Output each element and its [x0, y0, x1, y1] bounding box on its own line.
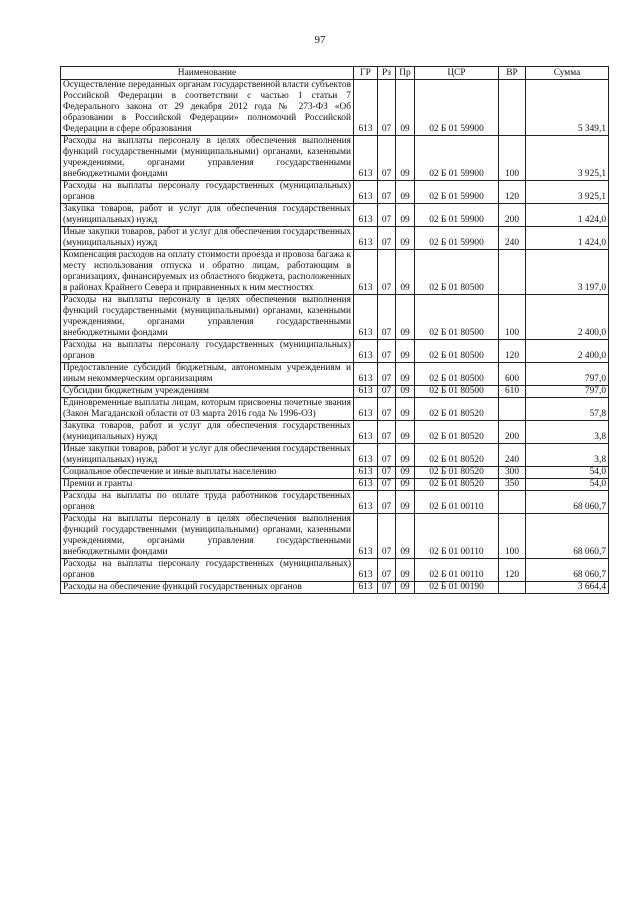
row-rz: 07 — [378, 227, 396, 250]
row-csr: 02 Б 01 80500 — [415, 386, 499, 398]
row-csr: 02 Б 01 59900 — [415, 227, 499, 250]
row-pr: 09 — [396, 363, 415, 386]
row-vr — [499, 250, 526, 295]
table-row — [61, 136, 609, 181]
table-row — [61, 479, 609, 491]
row-name: Социальное обеспечение и иные выплаты населению — [61, 467, 354, 479]
row-rz: 07 — [378, 491, 396, 514]
row-pr: 09 — [396, 559, 415, 582]
table-row — [61, 467, 609, 479]
row-pr: 09 — [396, 136, 415, 181]
table-row — [61, 491, 609, 514]
row-pr: 09 — [396, 80, 415, 136]
table-row — [61, 559, 609, 582]
row-name: Расходы на выплаты персоналу в целях обеспечения выполнения функций государственными (муниципальными) органами, казенными учреждениями, органами управления государственными внебюджетными фондами — [61, 514, 354, 559]
row-sum: 68 060,7 — [526, 491, 609, 514]
row-gr: 613 — [354, 204, 378, 227]
row-rz: 07 — [378, 421, 396, 444]
table-row — [61, 250, 609, 295]
row-csr: 02 Б 01 00110 — [415, 514, 499, 559]
row-sum: 3 925,1 — [526, 136, 609, 181]
row-csr: 02 Б 01 80520 — [415, 398, 499, 421]
row-name: Расходы на обеспечение функций государственных органов — [61, 582, 354, 594]
row-csr: 02 Б 01 80520 — [415, 467, 499, 479]
row-gr: 613 — [354, 467, 378, 479]
row-pr: 09 — [396, 444, 415, 467]
row-csr: 02 Б 01 00110 — [415, 559, 499, 582]
row-pr: 09 — [396, 467, 415, 479]
row-vr: 350 — [499, 479, 526, 491]
row-sum: 5 349,1 — [526, 80, 609, 136]
row-vr: 200 — [499, 204, 526, 227]
row-name: Премии и гранты — [61, 479, 354, 491]
table-header-row — [61, 67, 609, 80]
row-pr: 09 — [396, 227, 415, 250]
table-row — [61, 204, 609, 227]
row-sum: 54,0 — [526, 467, 609, 479]
table-row — [61, 421, 609, 444]
row-sum: 1 424,0 — [526, 227, 609, 250]
row-rz: 07 — [378, 295, 396, 340]
row-sum: 2 400,0 — [526, 340, 609, 363]
row-gr: 613 — [354, 491, 378, 514]
row-sum: 68 060,7 — [526, 559, 609, 582]
row-gr: 613 — [354, 181, 378, 204]
row-sum: 3 197,0 — [526, 250, 609, 295]
row-pr: 09 — [396, 514, 415, 559]
row-rz: 07 — [378, 136, 396, 181]
row-sum: 797,0 — [526, 363, 609, 386]
table-row — [61, 582, 609, 594]
row-csr: 02 Б 01 59900 — [415, 181, 499, 204]
row-name: Расходы на выплаты по оплате труда работников государственных органов — [61, 491, 354, 514]
row-gr: 613 — [354, 340, 378, 363]
row-csr: 02 Б 01 00110 — [415, 491, 499, 514]
row-rz: 07 — [378, 467, 396, 479]
row-gr: 613 — [354, 514, 378, 559]
row-gr: 613 — [354, 398, 378, 421]
row-sum: 3 664,4 — [526, 582, 609, 594]
row-csr: 02 Б 01 80500 — [415, 340, 499, 363]
row-vr: 600 — [499, 363, 526, 386]
row-gr: 613 — [354, 386, 378, 398]
row-name: Единовременные выплаты лицам, которым присвоены почетные звания (Закон Магаданской области от 03 марта 2016 года № 1996-ОЗ) — [61, 398, 354, 421]
row-vr: 200 — [499, 421, 526, 444]
row-sum: 797,0 — [526, 386, 609, 398]
row-sum: 3 925,1 — [526, 181, 609, 204]
row-gr: 613 — [354, 250, 378, 295]
row-vr: 120 — [499, 559, 526, 582]
row-vr: 100 — [499, 136, 526, 181]
row-gr: 613 — [354, 136, 378, 181]
row-name: Расходы на выплаты персоналу в целях обеспечения выполнения функций государственными (муниципальными) органами, казенными учреждениями, органами управления государственными внебюджетными фондами — [61, 136, 354, 181]
row-vr: 120 — [499, 340, 526, 363]
header-rz: Рз — [378, 67, 396, 80]
row-csr: 02 Б 01 59900 — [415, 80, 499, 136]
header-pr: Пр — [396, 67, 415, 80]
table-row — [61, 340, 609, 363]
row-csr: 02 Б 01 80520 — [415, 421, 499, 444]
row-name: Расходы на выплаты персоналу в целях обеспечения выполнения функций государственными (муниципальными) органами, казенными учреждениями, органами управления государственными внебюджетными фондами — [61, 295, 354, 340]
table-row — [61, 514, 609, 559]
row-name: Субсидии бюджетным учреждениям — [61, 386, 354, 398]
table-row — [61, 295, 609, 340]
row-pr: 09 — [396, 421, 415, 444]
row-name: Закупка товаров, работ и услуг для обеспечения государственных (муниципальных) нужд — [61, 421, 354, 444]
row-vr: 100 — [499, 295, 526, 340]
row-rz: 07 — [378, 582, 396, 594]
row-rz: 07 — [378, 340, 396, 363]
row-vr: 240 — [499, 227, 526, 250]
row-csr: 02 Б 01 80520 — [415, 479, 499, 491]
row-sum: 54,0 — [526, 479, 609, 491]
row-pr: 09 — [396, 582, 415, 594]
row-gr: 613 — [354, 295, 378, 340]
row-pr: 09 — [396, 491, 415, 514]
table-row — [61, 363, 609, 386]
row-vr — [499, 80, 526, 136]
row-pr: 09 — [396, 181, 415, 204]
row-gr: 613 — [354, 80, 378, 136]
row-name: Расходы на выплаты персоналу государственных (муниципальных) органов — [61, 340, 354, 363]
row-vr: 610 — [499, 386, 526, 398]
row-pr: 09 — [396, 295, 415, 340]
row-gr: 613 — [354, 421, 378, 444]
row-pr: 09 — [396, 340, 415, 363]
row-rz: 07 — [378, 559, 396, 582]
row-csr: 02 Б 01 80500 — [415, 295, 499, 340]
row-name: Компенсация расходов на оплату стоимости проезда и провоза багажа к месту использования отпуска и обратно лицам, работающим в организациях, финансируемых из областного бюджета, расположенных в районах Крайнего Севера и приравненных к ним местностях — [61, 250, 354, 295]
header-gr: ГР — [354, 67, 378, 80]
row-name: Осуществление переданных органам государственной власти субъектов Российской Федерации в соответствии с частью 1 статьи 7 Федерального закона от 29 декабря 2012 года № 273-ФЗ «Об образовании в Российской Федерации» полномочий Российской Федерации в сфере образования — [61, 80, 354, 136]
row-csr: 02 Б 01 80500 — [415, 363, 499, 386]
row-name: Расходы на выплаты персоналу государственных (муниципальных) органов — [61, 559, 354, 582]
table-row — [61, 80, 609, 136]
row-gr: 613 — [354, 227, 378, 250]
row-vr — [499, 491, 526, 514]
row-name: Закупка товаров, работ и услуг для обеспечения государственных (муниципальных) нужд — [61, 204, 354, 227]
header-name: Наименование — [61, 67, 354, 80]
row-csr: 02 Б 01 80500 — [415, 250, 499, 295]
row-csr: 02 Б 01 80520 — [415, 444, 499, 467]
header-csr: ЦСР — [415, 67, 499, 80]
row-pr: 09 — [396, 479, 415, 491]
table-row — [61, 444, 609, 467]
row-name: Иные закупки товаров, работ и услуг для обеспечения государственных (муниципальных) нужд — [61, 444, 354, 467]
table-row — [61, 227, 609, 250]
row-sum: 57,8 — [526, 398, 609, 421]
row-rz: 07 — [378, 479, 396, 491]
row-rz: 07 — [378, 363, 396, 386]
row-pr: 09 — [396, 250, 415, 295]
row-vr: 300 — [499, 467, 526, 479]
row-csr: 02 Б 01 00190 — [415, 582, 499, 594]
row-sum: 1 424,0 — [526, 204, 609, 227]
row-sum: 3,8 — [526, 444, 609, 467]
row-pr: 09 — [396, 204, 415, 227]
row-gr: 613 — [354, 582, 378, 594]
row-name: Предоставление субсидий бюджетным, автономным учреждениям и иным некоммерческим организациям — [61, 363, 354, 386]
table-row — [61, 398, 609, 421]
row-name: Иные закупки товаров, работ и услуг для обеспечения государственных (муниципальных) нужд — [61, 227, 354, 250]
table-row — [61, 181, 609, 204]
row-rz: 07 — [378, 204, 396, 227]
row-rz: 07 — [378, 386, 396, 398]
row-csr: 02 Б 01 59900 — [415, 204, 499, 227]
row-pr: 09 — [396, 386, 415, 398]
row-rz: 07 — [378, 80, 396, 136]
row-rz: 07 — [378, 514, 396, 559]
row-rz: 07 — [378, 398, 396, 421]
budget-table — [60, 66, 609, 594]
row-vr — [499, 582, 526, 594]
row-vr: 100 — [499, 514, 526, 559]
row-csr: 02 Б 01 59900 — [415, 136, 499, 181]
row-rz: 07 — [378, 444, 396, 467]
row-pr: 09 — [396, 398, 415, 421]
row-name: Расходы на выплаты персоналу государственных (муниципальных) органов — [61, 181, 354, 204]
row-vr: 240 — [499, 444, 526, 467]
row-gr: 613 — [354, 444, 378, 467]
table-row — [61, 386, 609, 398]
row-sum: 3,8 — [526, 421, 609, 444]
row-rz: 07 — [378, 250, 396, 295]
row-rz: 07 — [378, 181, 396, 204]
row-gr: 613 — [354, 363, 378, 386]
row-sum: 68 060,7 — [526, 514, 609, 559]
header-vr: ВР — [499, 67, 526, 80]
row-gr: 613 — [354, 559, 378, 582]
row-vr — [499, 398, 526, 421]
row-vr: 120 — [499, 181, 526, 204]
row-gr: 613 — [354, 479, 378, 491]
header-sum: Сумма — [526, 67, 609, 80]
row-sum: 2 400,0 — [526, 295, 609, 340]
page-number: 97 — [314, 34, 326, 46]
